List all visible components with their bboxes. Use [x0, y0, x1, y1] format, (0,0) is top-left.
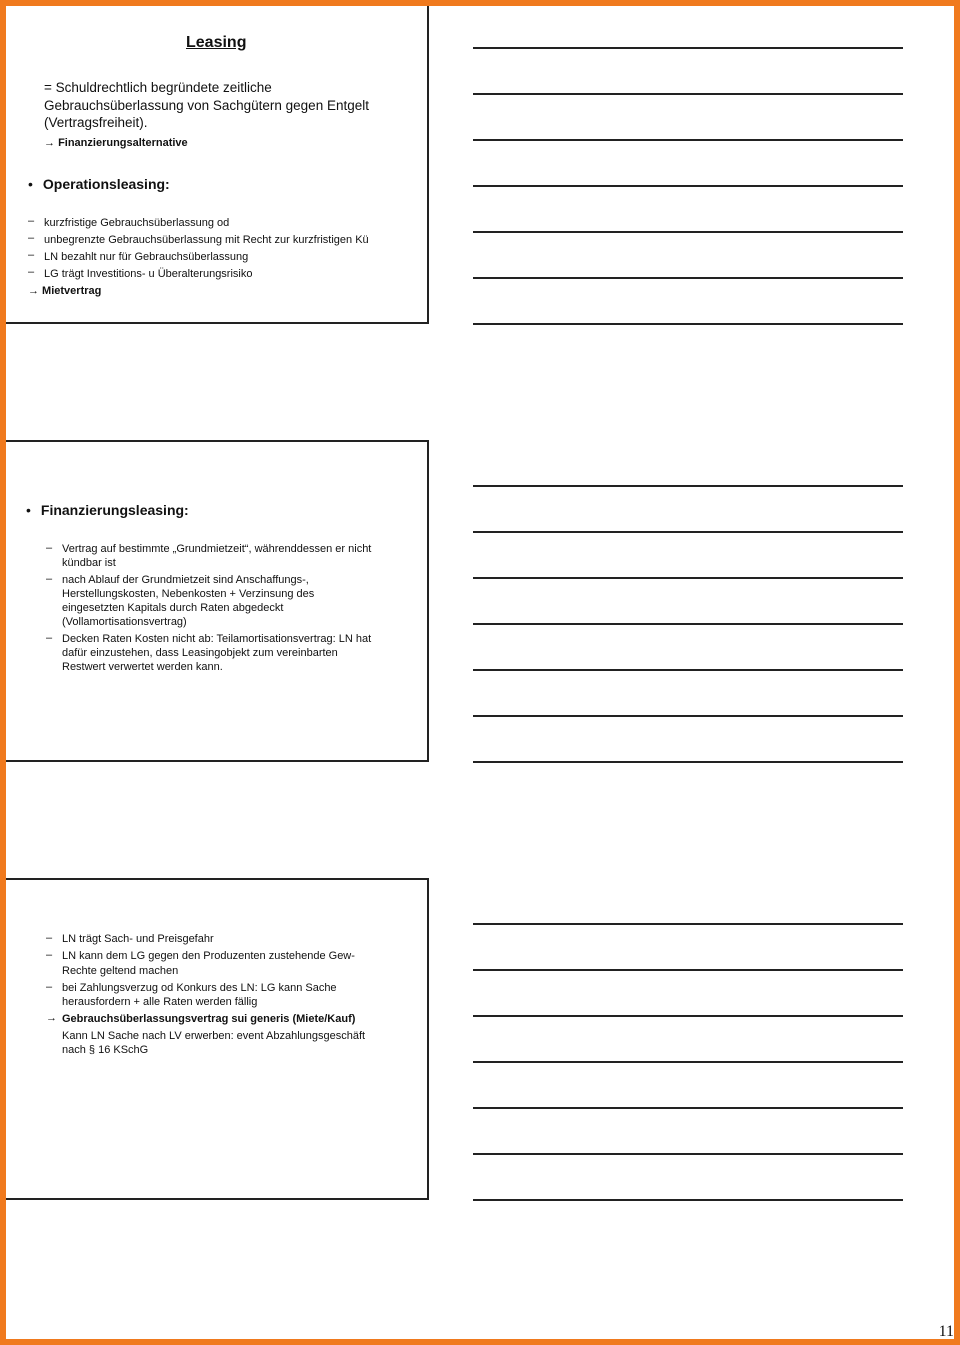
bullet-finanzierungsleasing [26, 502, 189, 518]
list-item-text: LN bezahlt nur für Gebrauchsüberlassung [44, 251, 249, 263]
arrow-icon: → [44, 137, 55, 149]
note-line [473, 1015, 903, 1017]
result-line [46, 1012, 365, 1057]
note-line [473, 47, 903, 49]
list-item [46, 542, 371, 571]
dash-icon: – [28, 215, 35, 227]
arrow-icon: → [46, 1012, 57, 1025]
list-item [46, 949, 365, 978]
list-item [46, 632, 371, 675]
list-item-line: Restwert verwertet werden kann. [62, 661, 223, 674]
dash-icon: – [46, 932, 53, 944]
list-item-line: Vertrag auf bestimmte „Grundmietzeit“, währenddessen er nicht [62, 543, 372, 555]
result-mietvertrag: → Mietvertrag [28, 285, 102, 297]
bullet-operationsleasing [28, 176, 170, 192]
note-line [473, 1107, 903, 1109]
bullet-label: Operationsleasing: [42, 176, 170, 192]
slide-finanzierungsleasing [6, 440, 429, 762]
note-line [473, 923, 903, 925]
note-line-1: Kann LN Sache nach LV erwerben: event Abzahlungsgeschäft [62, 1029, 366, 1042]
leasing-details-list [46, 932, 365, 1057]
note-line [473, 323, 903, 325]
note-line [473, 969, 903, 971]
alternative-line [44, 137, 188, 149]
note-line [473, 277, 903, 279]
note-line [473, 761, 903, 763]
note-line [473, 1153, 903, 1155]
list-item-line: bei Zahlungsverzug od Konkurs des LN: LG kann Sache [62, 981, 337, 994]
note-line [473, 623, 903, 625]
slide-leasing [6, 6, 429, 324]
list-item-line: Herstellungskosten, Nebenkosten + Verzinsung des [62, 587, 315, 600]
note-line [473, 93, 903, 95]
note-line [473, 577, 903, 579]
slide-title: Leasing [186, 34, 247, 51]
definition-line-3: (Vertragsfreiheit). [44, 115, 148, 130]
bullet-dot-icon: • [26, 502, 31, 518]
dash-icon: – [46, 542, 53, 554]
list-item [46, 573, 371, 630]
list-item-line: herausfordern + alle Raten werden fällig [62, 996, 258, 1009]
note-line [473, 485, 903, 487]
note-line [473, 715, 903, 717]
note-line-2: nach § 16 KSchG [62, 1044, 149, 1057]
definition-line-1: = Schuldrechtlich begründete zeitliche [44, 80, 272, 95]
list-item [46, 981, 365, 1010]
note-line [473, 185, 903, 187]
list-item-line: LN trägt Sach- und Preisgefahr [62, 933, 214, 945]
list-item-line: Decken Raten Kosten nicht ab: Teilamortisationsvertrag: LN hat [62, 632, 372, 645]
dash-icon: – [46, 949, 53, 962]
bullet-dot-icon: • [28, 176, 33, 192]
list-item-text: LG trägt Investitions- u Überalterungsrisiko [44, 268, 253, 280]
note-line [473, 139, 903, 141]
result-text: Gebrauchsüberlassungsvertrag sui generis (Miete/Kauf) [62, 1013, 356, 1026]
list-item-text: kurzfristige Gebrauchsüberlassung od [44, 217, 230, 229]
list-item-line: kündbar ist [62, 557, 116, 570]
dash-icon: – [46, 980, 53, 993]
page-number: 11 [938, 1323, 954, 1340]
list-item-line: LN kann dem LG gegen den Produzenten zustehende Gew- [62, 950, 355, 963]
list-item-line: Rechte geltend machen [62, 964, 179, 977]
note-line [473, 1061, 903, 1063]
slide-leasing-continued [6, 878, 429, 1200]
list-item-text: unbegrenzte Gebrauchsüberlassung mit Recht zur kurzfristigen Kü [44, 234, 369, 246]
note-line [473, 531, 903, 533]
bullet-label: Finanzierungsleasing: [40, 502, 189, 518]
alternative-text: Finanzierungsalternative [58, 137, 188, 149]
list-item-line: dafür einzustehen, dass Leasingobjekt zum vereinbarten [62, 647, 338, 660]
dash-icon: – [28, 266, 35, 278]
note-line [473, 231, 903, 233]
list-item-line: eingesetzten Kapitals durch Raten abgedeckt [62, 602, 284, 615]
definition-line-2: Gebrauchsüberlassung von Sachgütern gegen Entgelt [44, 98, 369, 113]
list-item-line: nach Ablauf der Grundmietzeit sind Anschaffungs-, [62, 573, 309, 586]
list-item [46, 932, 365, 946]
dash-icon: – [46, 631, 53, 644]
list-item-line: (Vollamortisationsvertrag) [62, 616, 187, 629]
note-line [473, 669, 903, 671]
dash-icon: – [46, 572, 53, 585]
dash-icon: – [28, 249, 35, 261]
note-line [473, 1199, 903, 1201]
finanzierungsleasing-list [46, 542, 371, 675]
dash-icon: – [28, 232, 35, 244]
